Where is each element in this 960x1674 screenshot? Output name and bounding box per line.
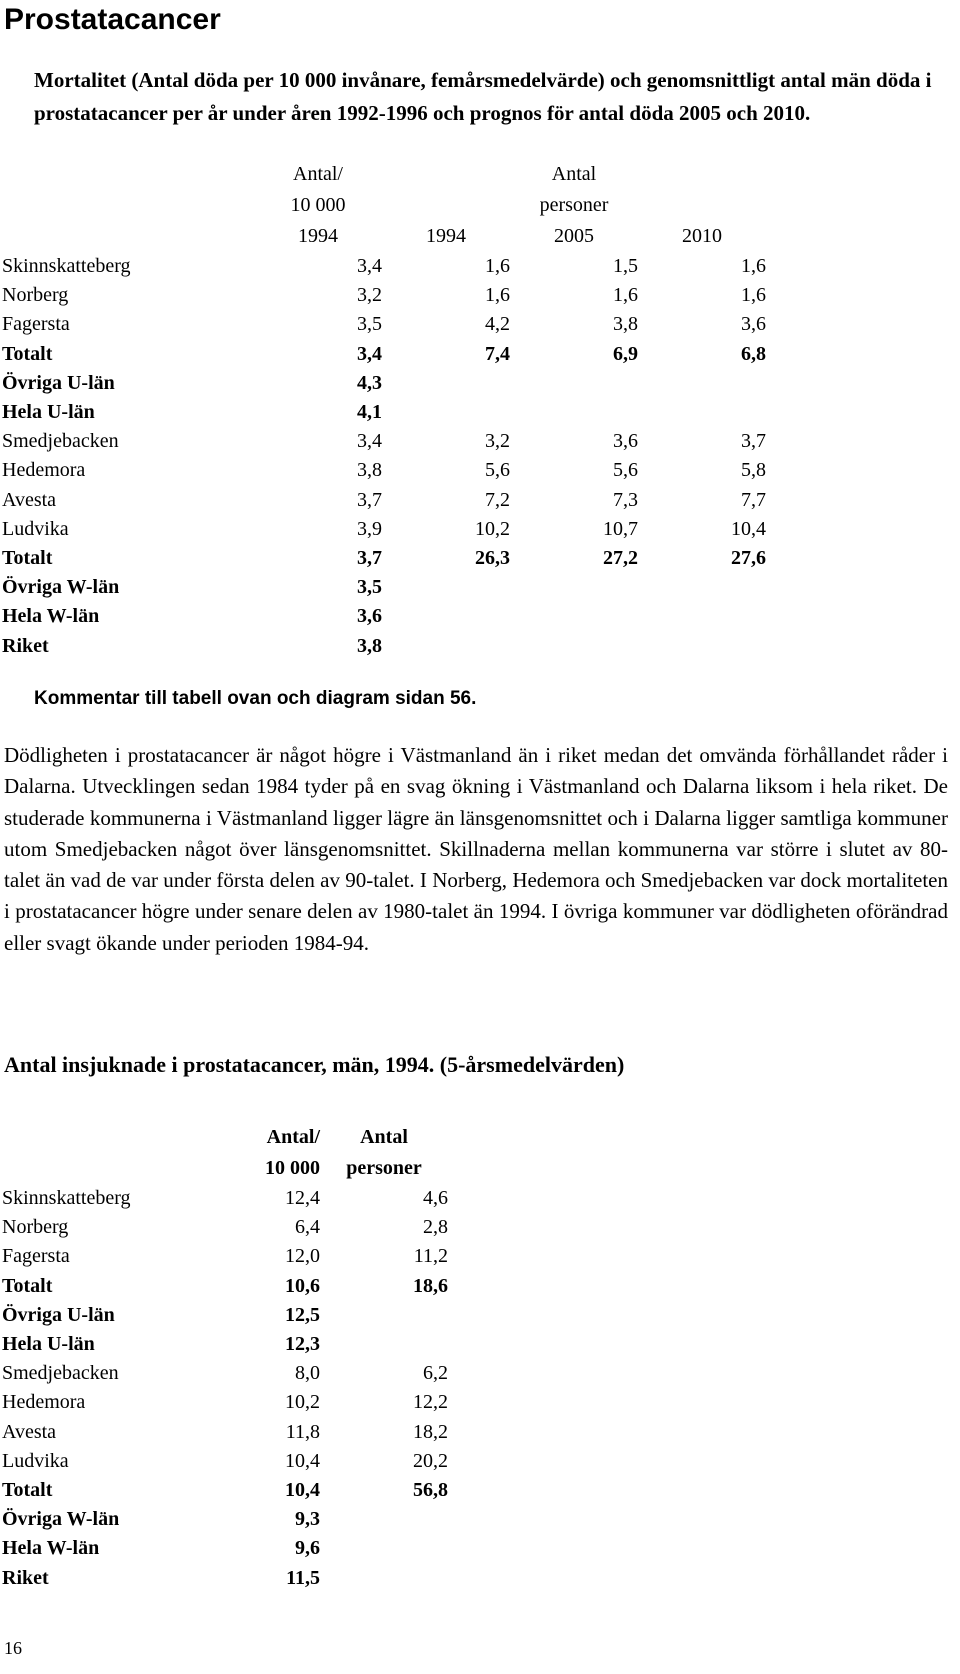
header-cell: 10 000 (290, 194, 346, 216)
row-label: Hedemora (2, 459, 86, 482)
table-row (2, 252, 766, 281)
row-value: 3,6 (357, 605, 382, 628)
row-value (320, 1564, 448, 1593)
row-value: 18,6 (413, 1274, 448, 1297)
row-label: Hedemora (2, 1391, 86, 1414)
row-label: Hela U-län (2, 1333, 95, 1356)
table-row (2, 1564, 448, 1593)
row-value (638, 602, 766, 631)
row-value: 3,9 (357, 517, 382, 540)
row-value: 10,2 (285, 1391, 320, 1414)
row-value (382, 369, 510, 398)
header-cell: 1994 (426, 225, 466, 247)
row-value: 3,8 (357, 634, 382, 657)
row-value: 1,6 (485, 255, 510, 277)
row-value: 6,9 (613, 342, 638, 365)
table-row (2, 1272, 448, 1301)
header-cell (638, 190, 766, 221)
row-value: 12,5 (285, 1303, 320, 1326)
row-value: 3,4 (357, 342, 382, 365)
row-value: 10,4 (285, 1479, 320, 1502)
row-value: 10,7 (603, 517, 638, 540)
row-value: 4,2 (485, 313, 510, 336)
row-value (510, 398, 638, 427)
row-label: Riket (2, 1566, 49, 1589)
row-label: Övriga W-län (2, 1508, 120, 1531)
row-value: 12,3 (285, 1333, 320, 1356)
section-title: Antal insjuknade i prostatacancer, män, 1994. (5-årsmedelvärden) (4, 1052, 625, 1077)
row-label: Totalt (2, 1274, 53, 1297)
table-row (2, 573, 766, 602)
table-header-row (2, 1122, 448, 1153)
row-value (382, 398, 510, 427)
row-value: 27,6 (731, 547, 766, 570)
row-value: 7,3 (613, 488, 638, 511)
row-value: 3,4 (357, 255, 382, 277)
table-row (2, 486, 766, 515)
row-value: 4,6 (423, 1187, 448, 1209)
row-value: 20,2 (413, 1449, 448, 1472)
row-label: Hela W-län (2, 1537, 100, 1560)
row-value: 9,6 (295, 1537, 320, 1560)
row-value: 1,6 (613, 284, 638, 307)
row-value: 11,8 (285, 1420, 320, 1443)
table-header-row (2, 221, 766, 252)
row-value: 1,5 (613, 255, 638, 277)
row-value (510, 573, 638, 602)
table-header-row (2, 159, 766, 190)
header-cell (382, 190, 510, 221)
row-value: 3,4 (357, 430, 382, 453)
table-row (2, 1418, 448, 1447)
table-row (2, 369, 766, 398)
row-value (638, 398, 766, 427)
row-value: 3,6 (613, 430, 638, 453)
table-header-row (2, 1153, 448, 1184)
row-value: 27,2 (603, 547, 638, 570)
row-value (382, 632, 510, 661)
row-value (510, 632, 638, 661)
row-value: 10,4 (285, 1449, 320, 1472)
row-value: 3,5 (357, 313, 382, 336)
table-row (2, 281, 766, 310)
row-value: 3,7 (741, 430, 766, 453)
header-cell: Antal/ (266, 1126, 320, 1148)
mortality-table (2, 159, 766, 661)
table-row (2, 1447, 448, 1476)
table-row (2, 632, 766, 661)
row-value (320, 1505, 448, 1534)
row-value: 2,8 (423, 1216, 448, 1239)
header-cell: Antal/ (293, 163, 343, 185)
row-label: Övriga U-län (2, 371, 115, 394)
table-row (2, 427, 766, 456)
row-value: 11,2 (413, 1245, 448, 1268)
row-value: 7,2 (485, 488, 510, 511)
header-cell (638, 159, 766, 190)
row-value (510, 369, 638, 398)
row-value: 5,6 (613, 459, 638, 482)
row-value: 3,6 (741, 313, 766, 336)
row-label: Smedjebacken (2, 1362, 119, 1385)
row-value (510, 602, 638, 631)
row-label: Norberg (2, 1216, 69, 1239)
row-label: Skinnskatteberg (2, 255, 131, 277)
row-value (320, 1330, 448, 1359)
table-row (2, 1213, 448, 1242)
row-value: 7,7 (741, 488, 766, 511)
row-value: 10,6 (285, 1274, 320, 1297)
table-row (2, 1184, 448, 1213)
header-cell (2, 1153, 244, 1184)
header-cell (382, 159, 510, 190)
row-label: Totalt (2, 547, 53, 570)
row-label: Totalt (2, 342, 53, 365)
table-row (2, 1301, 448, 1330)
header-cell: 2010 (682, 225, 722, 247)
row-value: 1,6 (741, 255, 766, 277)
header-cell: 10 000 (265, 1157, 320, 1179)
header-cell: personer (346, 1157, 422, 1179)
row-value: 4,1 (357, 401, 382, 424)
header-cell: 2005 (554, 225, 594, 247)
table-comment: Kommentar till tabell ovan och diagram sidan 56. (34, 688, 477, 709)
row-value: 6,2 (423, 1362, 448, 1385)
header-cell: 1994 (298, 225, 338, 247)
row-value: 9,3 (295, 1508, 320, 1531)
row-value: 8,0 (295, 1362, 320, 1385)
row-value: 3,7 (357, 547, 382, 570)
table-row (2, 515, 766, 544)
table-row (2, 1388, 448, 1417)
row-value: 5,6 (485, 459, 510, 482)
header-cell: personer (539, 194, 609, 216)
row-label: Riket (2, 634, 49, 657)
row-value: 12,4 (285, 1187, 320, 1209)
header-cell (2, 221, 254, 252)
row-value: 3,8 (357, 459, 382, 482)
row-value: 3,8 (613, 313, 638, 336)
table-row (2, 1359, 448, 1388)
table-row (2, 1505, 448, 1534)
row-value (320, 1301, 448, 1330)
header-cell: Antal (551, 163, 597, 185)
table-row (2, 1534, 448, 1563)
header-cell (2, 159, 254, 190)
row-value: 12,0 (285, 1245, 320, 1268)
header-cell (2, 190, 254, 221)
table-row (2, 398, 766, 427)
row-value: 7,4 (485, 342, 510, 365)
row-value: 26,3 (475, 547, 510, 570)
page-title: Prostatacancer (4, 3, 221, 36)
table-row (2, 602, 766, 631)
row-value: 3,2 (357, 284, 382, 307)
body-paragraph: Dödligheten i prostatacancer är något högre i Västmanland än i riket medan det omvända förhållandet råder i Dalarna. Utvecklingen sedan 1984 tyder på en svag ökning i Västmanland och Dalarna liksom i hela riket. De studerade kommunerna i Västmanland ligger lägre än länsgenomsnittet och i Dalarna ligger samtliga kommuner utom Smedjebacken något över länsgenomsnittet. Skillnaderna mellan kommunerna var större i slutet av 80-talet än vad de var under första delen av 90-talet. I Norberg, Hedemora och Smedjebacken var dock mortaliteten i prostatacancer högre under senare delen av 1980-talet än 1994. I övriga kommuner var dödligheten oförändrad eller svagt ökande under perioden 1984-94. (4, 743, 948, 955)
header-cell (2, 1122, 244, 1153)
table-row (2, 1242, 448, 1271)
table-row (2, 340, 766, 369)
table-header-row (2, 190, 766, 221)
table-row (2, 544, 766, 573)
table-row (2, 1476, 448, 1505)
row-label: Totalt (2, 1479, 53, 1502)
row-value: 1,6 (485, 284, 510, 307)
row-value: 6,4 (295, 1216, 320, 1239)
row-label: Avesta (2, 1420, 57, 1443)
table-row (2, 310, 766, 339)
row-value: 3,2 (485, 430, 510, 453)
row-value: 11,5 (286, 1566, 320, 1589)
row-value: 56,8 (413, 1479, 448, 1502)
header-cell: Antal (360, 1126, 408, 1148)
row-label: Skinnskatteberg (2, 1187, 131, 1209)
row-label: Ludvika (2, 517, 69, 540)
row-label: Hela U-län (2, 401, 95, 424)
incidence-table (2, 1122, 448, 1593)
row-value (638, 632, 766, 661)
intro-text: Mortalitet (Antal döda per 10 000 invånare, femårsmedelvärde) och genomsnittligt antal män döda i prostatacancer per år under åren 1992-1996 och prognos för antal döda 2005 och 2010. (34, 68, 932, 125)
row-label: Fagersta (2, 313, 70, 336)
table-row (2, 1330, 448, 1359)
row-label: Övriga U-län (2, 1303, 115, 1326)
row-value: 12,2 (413, 1391, 448, 1414)
row-label: Smedjebacken (2, 430, 119, 453)
row-value: 10,4 (731, 517, 766, 540)
page-number: 16 (4, 1638, 22, 1658)
row-value: 3,5 (357, 576, 382, 599)
row-value (320, 1534, 448, 1563)
row-value: 5,8 (741, 459, 766, 482)
row-label: Hela W-län (2, 605, 100, 628)
row-value: 6,8 (741, 342, 766, 365)
row-label: Ludvika (2, 1449, 69, 1472)
row-value: 18,2 (413, 1420, 448, 1443)
row-value: 3,7 (357, 488, 382, 511)
row-label: Norberg (2, 284, 69, 307)
row-value: 1,6 (741, 284, 766, 307)
row-value: 10,2 (475, 517, 510, 540)
row-label: Övriga W-län (2, 576, 120, 599)
row-value (382, 573, 510, 602)
table-row (2, 456, 766, 485)
row-label: Fagersta (2, 1245, 70, 1268)
row-value (638, 573, 766, 602)
row-value (382, 602, 510, 631)
row-label: Avesta (2, 488, 57, 511)
row-value (638, 369, 766, 398)
row-value: 4,3 (357, 371, 382, 394)
